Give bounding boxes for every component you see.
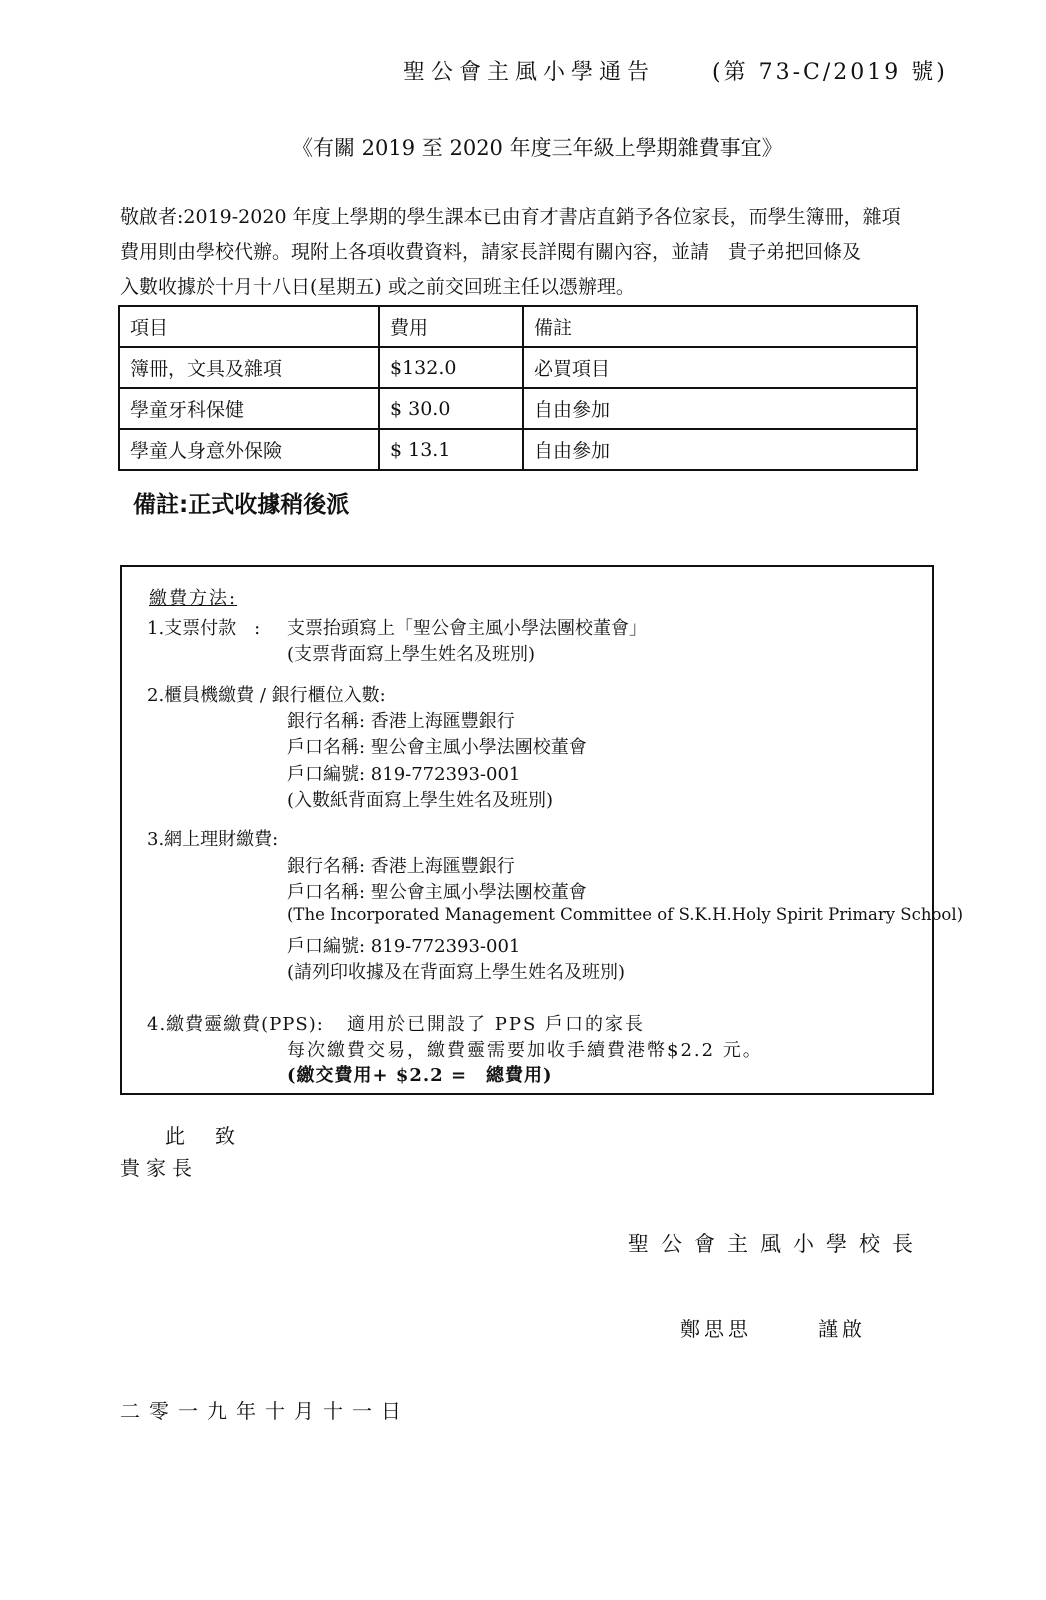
table-row (119, 347, 917, 388)
notice-date: 二零一九年十月十一日 (120, 1399, 410, 1423)
school-notice-title: 聖公會主風小學通告 (403, 60, 656, 85)
method-3-bank: 銀行名稱: 香港上海匯豐銀行 (287, 856, 515, 877)
payment-methods-box (120, 565, 964, 1095)
intro-paragraph (120, 200, 980, 305)
method-3-account-name-english: (The Incorporated Management Committee of S.K.H.Holy Spirit Primary School) (287, 905, 964, 924)
method-4-fee-note: 每次繳費交易，繳費靈需要加收手續費港幣$2.2 元。 (287, 1040, 763, 1061)
method-3-label: 3.網上理財繳費: (147, 829, 279, 850)
table-header-row (119, 306, 917, 347)
intro-line: 敬啟者:2019-2020 年度上學期的學生課本已由育才書店直銷予各位家長，而學生簿冊，雜項 (120, 206, 901, 228)
method-3-account-number: 戶口編號: 819-772393-001 (287, 936, 521, 957)
notice-subject: 《有關 2019 至 2020 年度三年級上學期雜費事宜》 (292, 136, 783, 160)
intro-line: 入數收據於十月十八日(星期五) 或之前交回班主任以憑辦理。 (120, 276, 635, 298)
method-3-note: (請列印收據及在背面寫上學生姓名及班別) (287, 962, 626, 983)
method-2-account-number: 戶口編號: 819-772393-001 (287, 764, 521, 785)
method-2-label: 2.櫃員機繳費 / 銀行櫃位入數: (147, 685, 386, 706)
cell-item: 學童人身意外保險 (119, 429, 379, 470)
cell-remark: 自由參加 (523, 388, 917, 429)
header-remark: 備註 (523, 306, 917, 347)
method-2-bank: 銀行名稱: 香港上海匯豐銀行 (287, 711, 515, 732)
header-fee: 費用 (379, 306, 523, 347)
method-1-note: (支票背面寫上學生姓名及班別) (287, 644, 536, 665)
respect-closing: 謹啟 (818, 1317, 866, 1341)
cell-item: 學童牙科保健 (119, 388, 379, 429)
cell-remark: 必買項目 (523, 347, 917, 388)
notice-number: (第 73-C/2019 號) (712, 60, 948, 85)
method-2-note: (入數紙背面寫上學生姓名及班別) (287, 790, 554, 811)
recipient: 貴家長 (120, 1156, 198, 1180)
cell-fee: $132.0 (379, 347, 523, 388)
cell-fee: $ 13.1 (379, 429, 523, 470)
method-2-account-name: 戶口名稱: 聖公會主風小學法團校董會 (287, 737, 587, 758)
closing-salutation: 此致 (165, 1124, 265, 1148)
method-1-label: 1.支票付款 : (147, 618, 261, 639)
payment-methods-title: 繳費方法: (149, 588, 238, 609)
table-row (119, 388, 917, 429)
method-3-account-name: 戶口名稱: 聖公會主風小學法團校董會 (287, 882, 587, 903)
fee-table (118, 305, 918, 471)
principal-name: 鄭思思 (680, 1317, 752, 1341)
method-1-cheque-payee: 支票抬頭寫上「聖公會主風小學法團校董會」 (287, 618, 647, 639)
receipt-remark: 備註:正式收據稍後派 (133, 492, 350, 518)
cell-fee: $ 30.0 (379, 388, 523, 429)
header-item: 項目 (119, 306, 379, 347)
cell-remark: 自由參加 (523, 429, 917, 470)
method-4-label: 4.繳費靈繳費(PPS): (147, 1014, 324, 1035)
signer-title: 聖公會主風小學校長 (628, 1232, 925, 1256)
table-row (119, 429, 917, 470)
method-4-total-formula: (繳交費用+ $2.2 = 總費用) (287, 1065, 553, 1086)
method-4-eligibility: 適用於已開設了 PPS 戶口的家長 (347, 1014, 645, 1035)
cell-item: 簿冊，文具及雜項 (119, 347, 379, 388)
intro-line: 費用則由學校代辦。現附上各項收費資料，請家長詳閱有關內容，並請 貴子弟把回條及 (120, 241, 862, 263)
